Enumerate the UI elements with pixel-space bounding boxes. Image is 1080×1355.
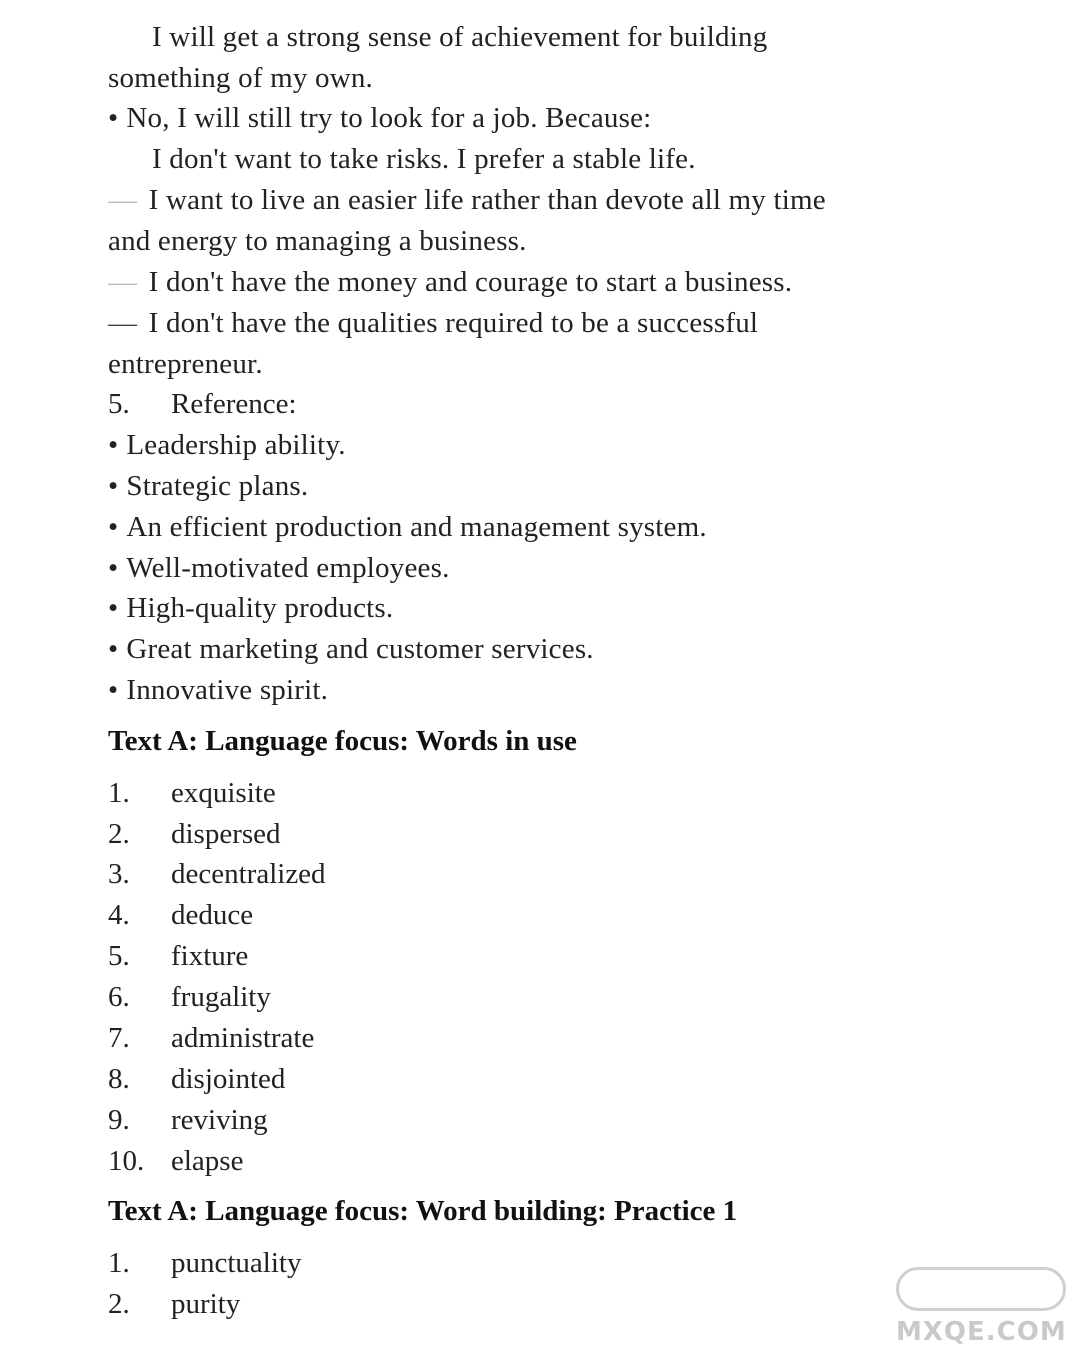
reference-item xyxy=(108,591,393,625)
bullet-icon: • xyxy=(108,470,119,502)
reference-item-text: Innovative spirit. xyxy=(126,674,329,706)
list-item-number: 2. xyxy=(108,818,130,850)
list-item-number: 9. xyxy=(108,1104,130,1136)
reason-text: entrepreneur. xyxy=(108,348,263,380)
bullet-icon: • xyxy=(108,592,119,624)
list-item-word: deduce xyxy=(171,899,254,931)
reason-line xyxy=(108,306,758,340)
list-item-number: 5. xyxy=(108,940,130,972)
reason-line xyxy=(108,224,527,258)
list-item-number: 3. xyxy=(108,858,130,890)
reason-line xyxy=(108,265,792,299)
reason-line xyxy=(108,183,826,217)
list-item-word: purity xyxy=(171,1288,241,1320)
section-heading-word-building: Text A: Language focus: Word building: Practice 1 xyxy=(108,1195,738,1227)
answer-text: something of my own. xyxy=(108,62,373,94)
list-item-word: exquisite xyxy=(171,777,276,809)
list-item-number: 6. xyxy=(108,981,130,1013)
watermark-text: MXQE.COM xyxy=(896,1317,1067,1347)
answer-text: No, I will still try to look for a job. Because: xyxy=(126,102,652,134)
list-item-word: frugality xyxy=(171,981,271,1013)
reference-item-text: Well-motivated employees. xyxy=(126,552,450,584)
reason-text: and energy to managing a business. xyxy=(108,225,527,257)
reference-item xyxy=(108,551,450,585)
reference-item-text: An efficient production and management system. xyxy=(126,511,707,543)
list-item-number: 8. xyxy=(108,1063,130,1095)
watermark-badge-icon xyxy=(896,1267,1066,1311)
list-item-number: 7. xyxy=(108,1022,130,1054)
bullet-icon: • xyxy=(108,102,119,134)
reason-text: I don't have the qualities required to be a successful xyxy=(148,307,759,339)
answer-text: I will get a strong sense of achievement for building xyxy=(152,21,768,53)
answer-line xyxy=(152,20,767,54)
list-item-word: disjointed xyxy=(171,1063,286,1095)
reference-item-text: High-quality products. xyxy=(126,592,394,624)
reference-item-text: Leadership ability. xyxy=(126,429,346,461)
reason-text: I want to live an easier life rather than devote all my time xyxy=(148,184,826,216)
reference-item xyxy=(108,510,707,544)
list-item-word: dispersed xyxy=(171,818,281,850)
list-item-word: fixture xyxy=(171,940,249,972)
reference-item xyxy=(108,469,308,503)
reference-item xyxy=(108,673,328,707)
bullet-icon: • xyxy=(108,633,119,665)
dash-icon: — xyxy=(108,184,138,216)
list-item-word: decentralized xyxy=(171,858,326,890)
list-item-number: 2. xyxy=(108,1288,130,1320)
list-item-word: reviving xyxy=(171,1104,268,1136)
list-item-word: administrate xyxy=(171,1022,315,1054)
list-item-number: 4. xyxy=(108,899,130,931)
answer-line xyxy=(108,61,373,95)
reference-number: 5. xyxy=(108,388,130,420)
reference-item-text: Great marketing and customer services. xyxy=(126,633,594,665)
dash-icon: — xyxy=(108,266,138,298)
list-item-word: punctuality xyxy=(171,1247,302,1279)
reason-text: I don't have the money and courage to start a business. xyxy=(148,266,793,298)
list-item-number: 10. xyxy=(108,1145,145,1177)
bullet-icon: • xyxy=(108,674,119,706)
reason-text: I don't want to take risks. I prefer a stable life. xyxy=(152,143,696,175)
section-heading-words-in-use: Text A: Language focus: Words in use xyxy=(108,725,577,757)
list-item-number: 1. xyxy=(108,1247,130,1279)
list-item-word: elapse xyxy=(171,1145,244,1177)
bullet-icon: • xyxy=(108,429,119,461)
list-item-number: 1. xyxy=(108,777,130,809)
answer-option-no xyxy=(108,101,651,135)
bullet-icon: • xyxy=(108,511,119,543)
dash-icon: — xyxy=(108,307,138,339)
reason-line xyxy=(152,142,696,176)
reason-line xyxy=(108,347,263,381)
bullet-icon: • xyxy=(108,552,119,584)
reference-label: Reference: xyxy=(171,388,297,420)
reference-item xyxy=(108,632,594,666)
reference-item xyxy=(108,428,346,462)
reference-item-text: Strategic plans. xyxy=(126,470,309,502)
watermark-logo xyxy=(896,1267,1066,1347)
